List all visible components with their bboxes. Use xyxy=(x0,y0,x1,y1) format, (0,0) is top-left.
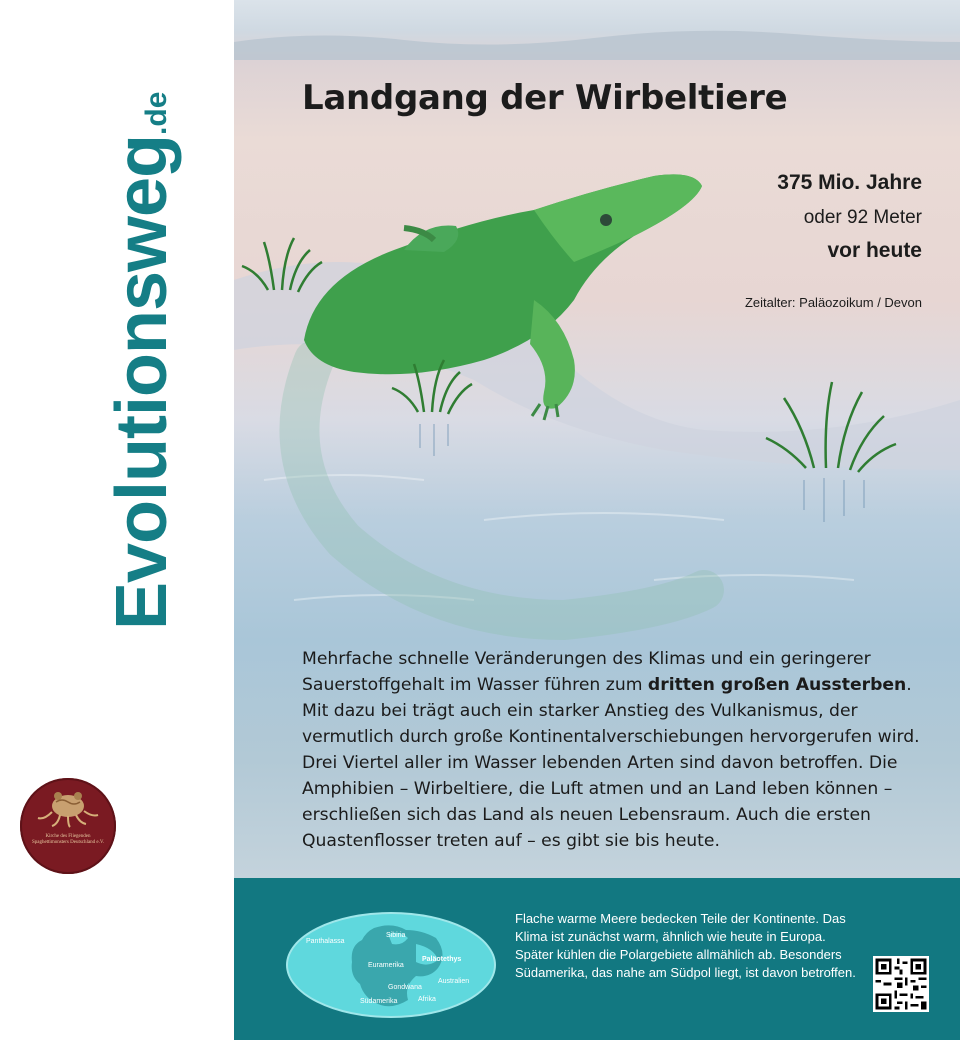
brand-wordmark[interactable] xyxy=(0,0,234,680)
time-block xyxy=(777,168,922,264)
sidebar xyxy=(0,0,234,1040)
logo-caption: Kirche des Fliegenden Spaghettimonsters Deutschland e.V. xyxy=(31,834,105,845)
spaghetti-monster-icon xyxy=(34,788,102,828)
years-label: 375 Mio. Jahre xyxy=(777,171,922,194)
era-label: Zeitalter: Paläozoikum / Devon xyxy=(744,295,922,310)
body-text-part-1: Mehrfache schnelle Veränderungen des Klimas und ein geringerer Sauerstoffgehalt im Wasser führen zum xyxy=(302,649,871,695)
map-label-panthalassa: Panthalassa xyxy=(306,938,345,945)
brand-main: Evolutionsweg xyxy=(102,134,182,630)
paleo-world-map xyxy=(286,912,496,1018)
meters-label: oder 92 Meter xyxy=(803,207,922,228)
fsm-logo xyxy=(20,778,116,874)
map-label-s-america: Südamerika xyxy=(360,998,398,1005)
map-label-euramerika: Euramerika xyxy=(368,962,404,969)
info-band xyxy=(234,878,960,1040)
map-label-palaeotethys: Paläotethys xyxy=(422,956,462,963)
map-label-africa: Afrika xyxy=(418,996,436,1003)
climate-text: Flache warme Meere bedecken Teile der Kontinente. Das Klima ist zunächst warm, ähnlich wie heute in Europa. Später kühlen die Polargebiete allmählich ab. Besonders Südamerika, das nahe am Südpol liegt, ist davon betroffen. xyxy=(515,911,856,980)
map-label-siberia: Sibiria xyxy=(386,932,406,939)
body-text-bold: dritten großen Aussterben xyxy=(647,675,907,695)
qr-code[interactable] xyxy=(873,956,929,1012)
ago-label: vor heute xyxy=(827,239,922,262)
page-title: Landgang der Wirbeltiere xyxy=(302,78,788,118)
map-label-australia: Australien xyxy=(438,978,470,985)
qr-code-icon xyxy=(873,956,929,1012)
body-text xyxy=(302,646,942,854)
brand-tld: .de xyxy=(140,91,173,135)
brand-text xyxy=(102,91,182,630)
poster-illustration xyxy=(234,0,960,878)
map-label-gondwana: Gondwana xyxy=(388,984,422,991)
body-text-part-2: . Mit dazu bei trägt auch ein starker Anstieg des Vulkanismus, der vermutlich durch große Kontinentalverschiebungen hervorgerufen wird. Drei Viertel aller im Wasser lebenden Arten sind davon betroffen. Die Amphibien – Wirbeltiere, die Luft atmen und an Land leben können – erschließen sich das Land als neuen Lebensraum. Auch die ersten Quastenflosser treten auf – es gibt sie bis heute. xyxy=(302,675,920,851)
